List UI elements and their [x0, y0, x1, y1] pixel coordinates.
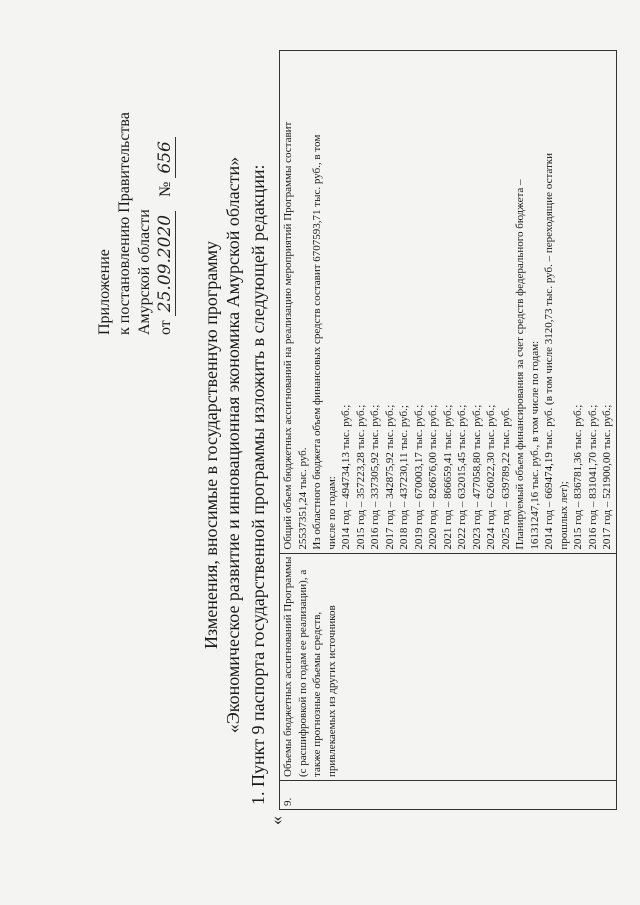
content-line: Общий объем бюджетных ассигнований на реализацию мероприятий Программы составит — [282, 121, 294, 550]
approval-date-line — [155, 35, 176, 335]
content-line: Из областного бюджета объем финансовых средств составит 6707593,71 тыс. руб., в том — [311, 134, 323, 550]
number-label: № — [157, 181, 174, 197]
row-name-line: привлекаемых из других источников — [325, 605, 338, 777]
approval-line-2: к постановлению Правительства — [116, 112, 133, 335]
from-prefix: от — [157, 320, 174, 335]
content-line: 2015 год – 357223,28 тыс. руб.; — [354, 404, 367, 550]
content-line: 2018 год – 437230,11 тыс. руб.; — [398, 405, 410, 550]
content-line: 2015 год – 836781,36 тыс. руб.; — [572, 404, 584, 550]
content-line: 25537351,24 тыс. руб. — [296, 447, 309, 550]
content-line: 2014 год – 494734,13 тыс. руб.; — [340, 404, 352, 550]
row-number: 9. — [280, 781, 617, 810]
content-line: 16131247,16 тыс. руб., в том числе по годам: — [528, 340, 541, 550]
row-name-line: (с расшифровкой по годам ее реализации), а — [296, 569, 309, 777]
approval-block — [95, 35, 176, 335]
content-line: Планируемый объем финансирования за счет средств федерального бюджета – — [514, 179, 526, 550]
row-name-line: также прогнозные объемы средств, — [311, 611, 323, 777]
handwritten-number: 656 — [155, 137, 176, 177]
table-row — [280, 51, 617, 810]
title-line-1: Изменения, вносимые в государственную программу — [201, 241, 221, 649]
row-name-line: Объемы бюджетных ассигнований Программы — [282, 556, 294, 777]
content-line: 2016 год – 831041,70 тыс. руб.; — [586, 404, 599, 550]
content-line: 2014 год – 669474,19 тыс. руб. (в том числе 3120,73 тыс. руб. – переходящие остатки — [543, 152, 555, 550]
content-line: 2020 год – 826676,00 тыс. руб.; — [427, 404, 439, 550]
row-name — [280, 553, 617, 780]
approval-line-1: Приложение — [96, 249, 113, 335]
content-line: 2017 год – 342875,92 тыс. руб.; — [383, 404, 396, 550]
content-line: 2023 год – 477058,80 тыс. руб.; — [470, 404, 483, 550]
opening-quote: « — [266, 816, 286, 825]
document-title — [200, 95, 244, 795]
content-line: 2016 год – 337305,92 тыс. руб.; — [369, 404, 381, 550]
point-heading: 1. Пункт 9 паспорта государственной программы изложить в следующей редакции: — [248, 164, 268, 805]
content-line: 2025 год – 639789,22 тыс. руб. — [499, 407, 512, 550]
content-line: 2019 год – 670003,17 тыс. руб.; — [412, 404, 425, 550]
content-line: числе по годам: — [325, 476, 338, 550]
handwritten-date: 25.09.2020 — [155, 211, 176, 316]
title-line-2: «Экономическое развитие и инновационная экономика Амурской области» — [223, 156, 243, 734]
content-line: 2021 год – 866659,41 тыс. руб.; — [441, 404, 454, 550]
content-line: 2017 год – 521900,00 тыс. руб.; — [601, 404, 613, 550]
approval-line-3: Амурской области — [136, 209, 153, 335]
content-line: 2024 год – 626022,30 тыс. руб.; — [485, 404, 497, 550]
content-line: прошлых лет); — [557, 481, 570, 550]
passport-table — [279, 50, 617, 810]
content-line: 2022 год – 632015,45 тыс. руб.; — [456, 404, 468, 550]
row-content — [280, 51, 617, 554]
